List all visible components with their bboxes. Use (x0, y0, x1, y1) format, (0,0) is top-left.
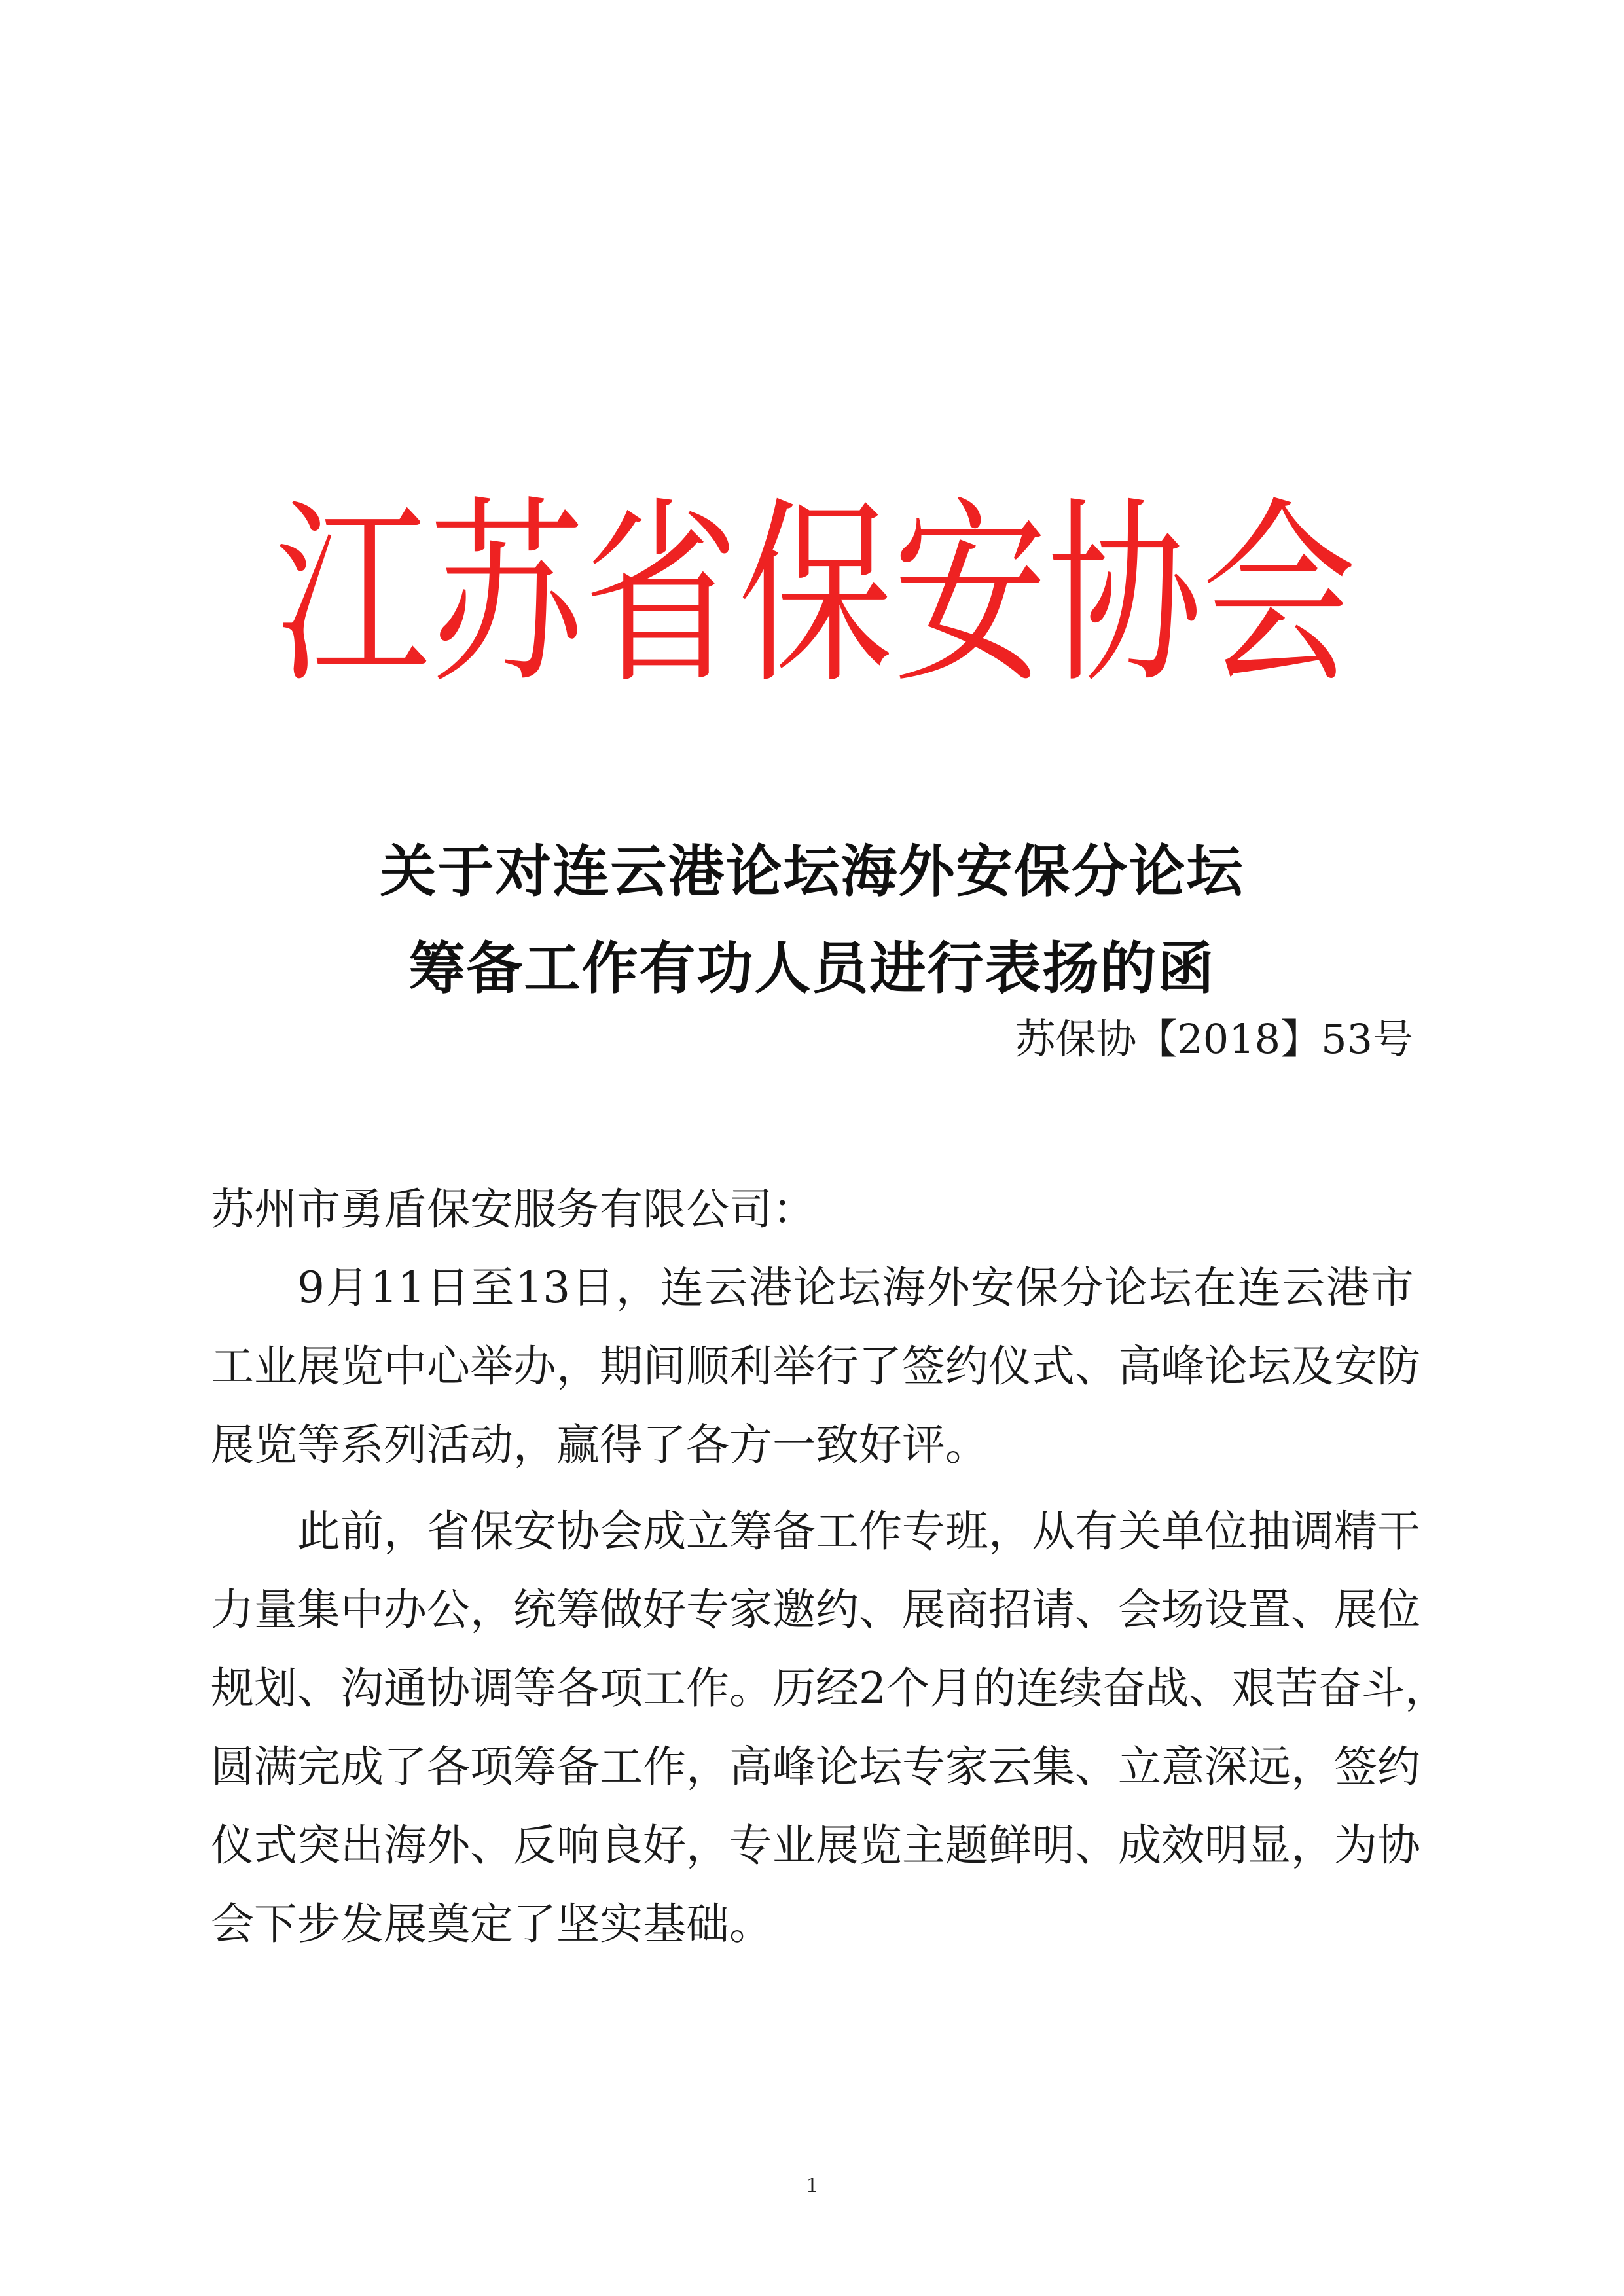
document-title-line-2: 筹备工作有功人员进行表扬的函 (408, 936, 1216, 1001)
body-line: 会下步发展奠定了坚实基础。 (211, 1899, 772, 1949)
letterhead-char: 保 (738, 480, 893, 711)
body-line: 力量集中办公，统筹做好专家邀约、展商招请、会场设置、展位 (211, 1585, 1420, 1635)
body-line: 9月11日至13日，连云港论坛海外安保分论坛在连云港市 (297, 1263, 1414, 1313)
letterhead-char: 苏 (429, 480, 585, 711)
document-number: 苏保协【2018】53号 (1015, 1015, 1413, 1063)
letterhead-char: 协 (1047, 480, 1202, 711)
page-number: 1 (806, 2173, 818, 2197)
body-line: 工业展览中心举办，期间顺利举行了签约仪式、高峰论坛及安防 (211, 1341, 1420, 1391)
body-line: 此前，省保安协会成立筹备工作专班，从有关单位抽调精干 (297, 1506, 1420, 1556)
letterhead-char: 江 (275, 480, 430, 711)
salutation: 苏州市勇盾保安服务有限公司： (211, 1184, 816, 1234)
document-title-line-1: 关于对连云港论坛海外安保分论坛 (380, 839, 1244, 905)
body-line: 展览等系列活动，赢得了各方一致好评。 (211, 1420, 988, 1470)
letterhead-char: 会 (1202, 480, 1357, 711)
body-line: 仪式突出海外、反响良好，专业展览主题鲜明、成效明显，为协 (211, 1820, 1420, 1871)
letterhead-org-name (275, 480, 1357, 711)
body-line: 规划、沟通协调等各项工作。历经2个月的连续奋战、艰苦奋斗， (211, 1663, 1448, 1713)
letterhead-char: 省 (584, 480, 739, 711)
letterhead-char: 安 (893, 480, 1048, 711)
body-line: 圆满完成了各项筹备工作，高峰论坛专家云集、立意深远，签约 (211, 1742, 1420, 1792)
